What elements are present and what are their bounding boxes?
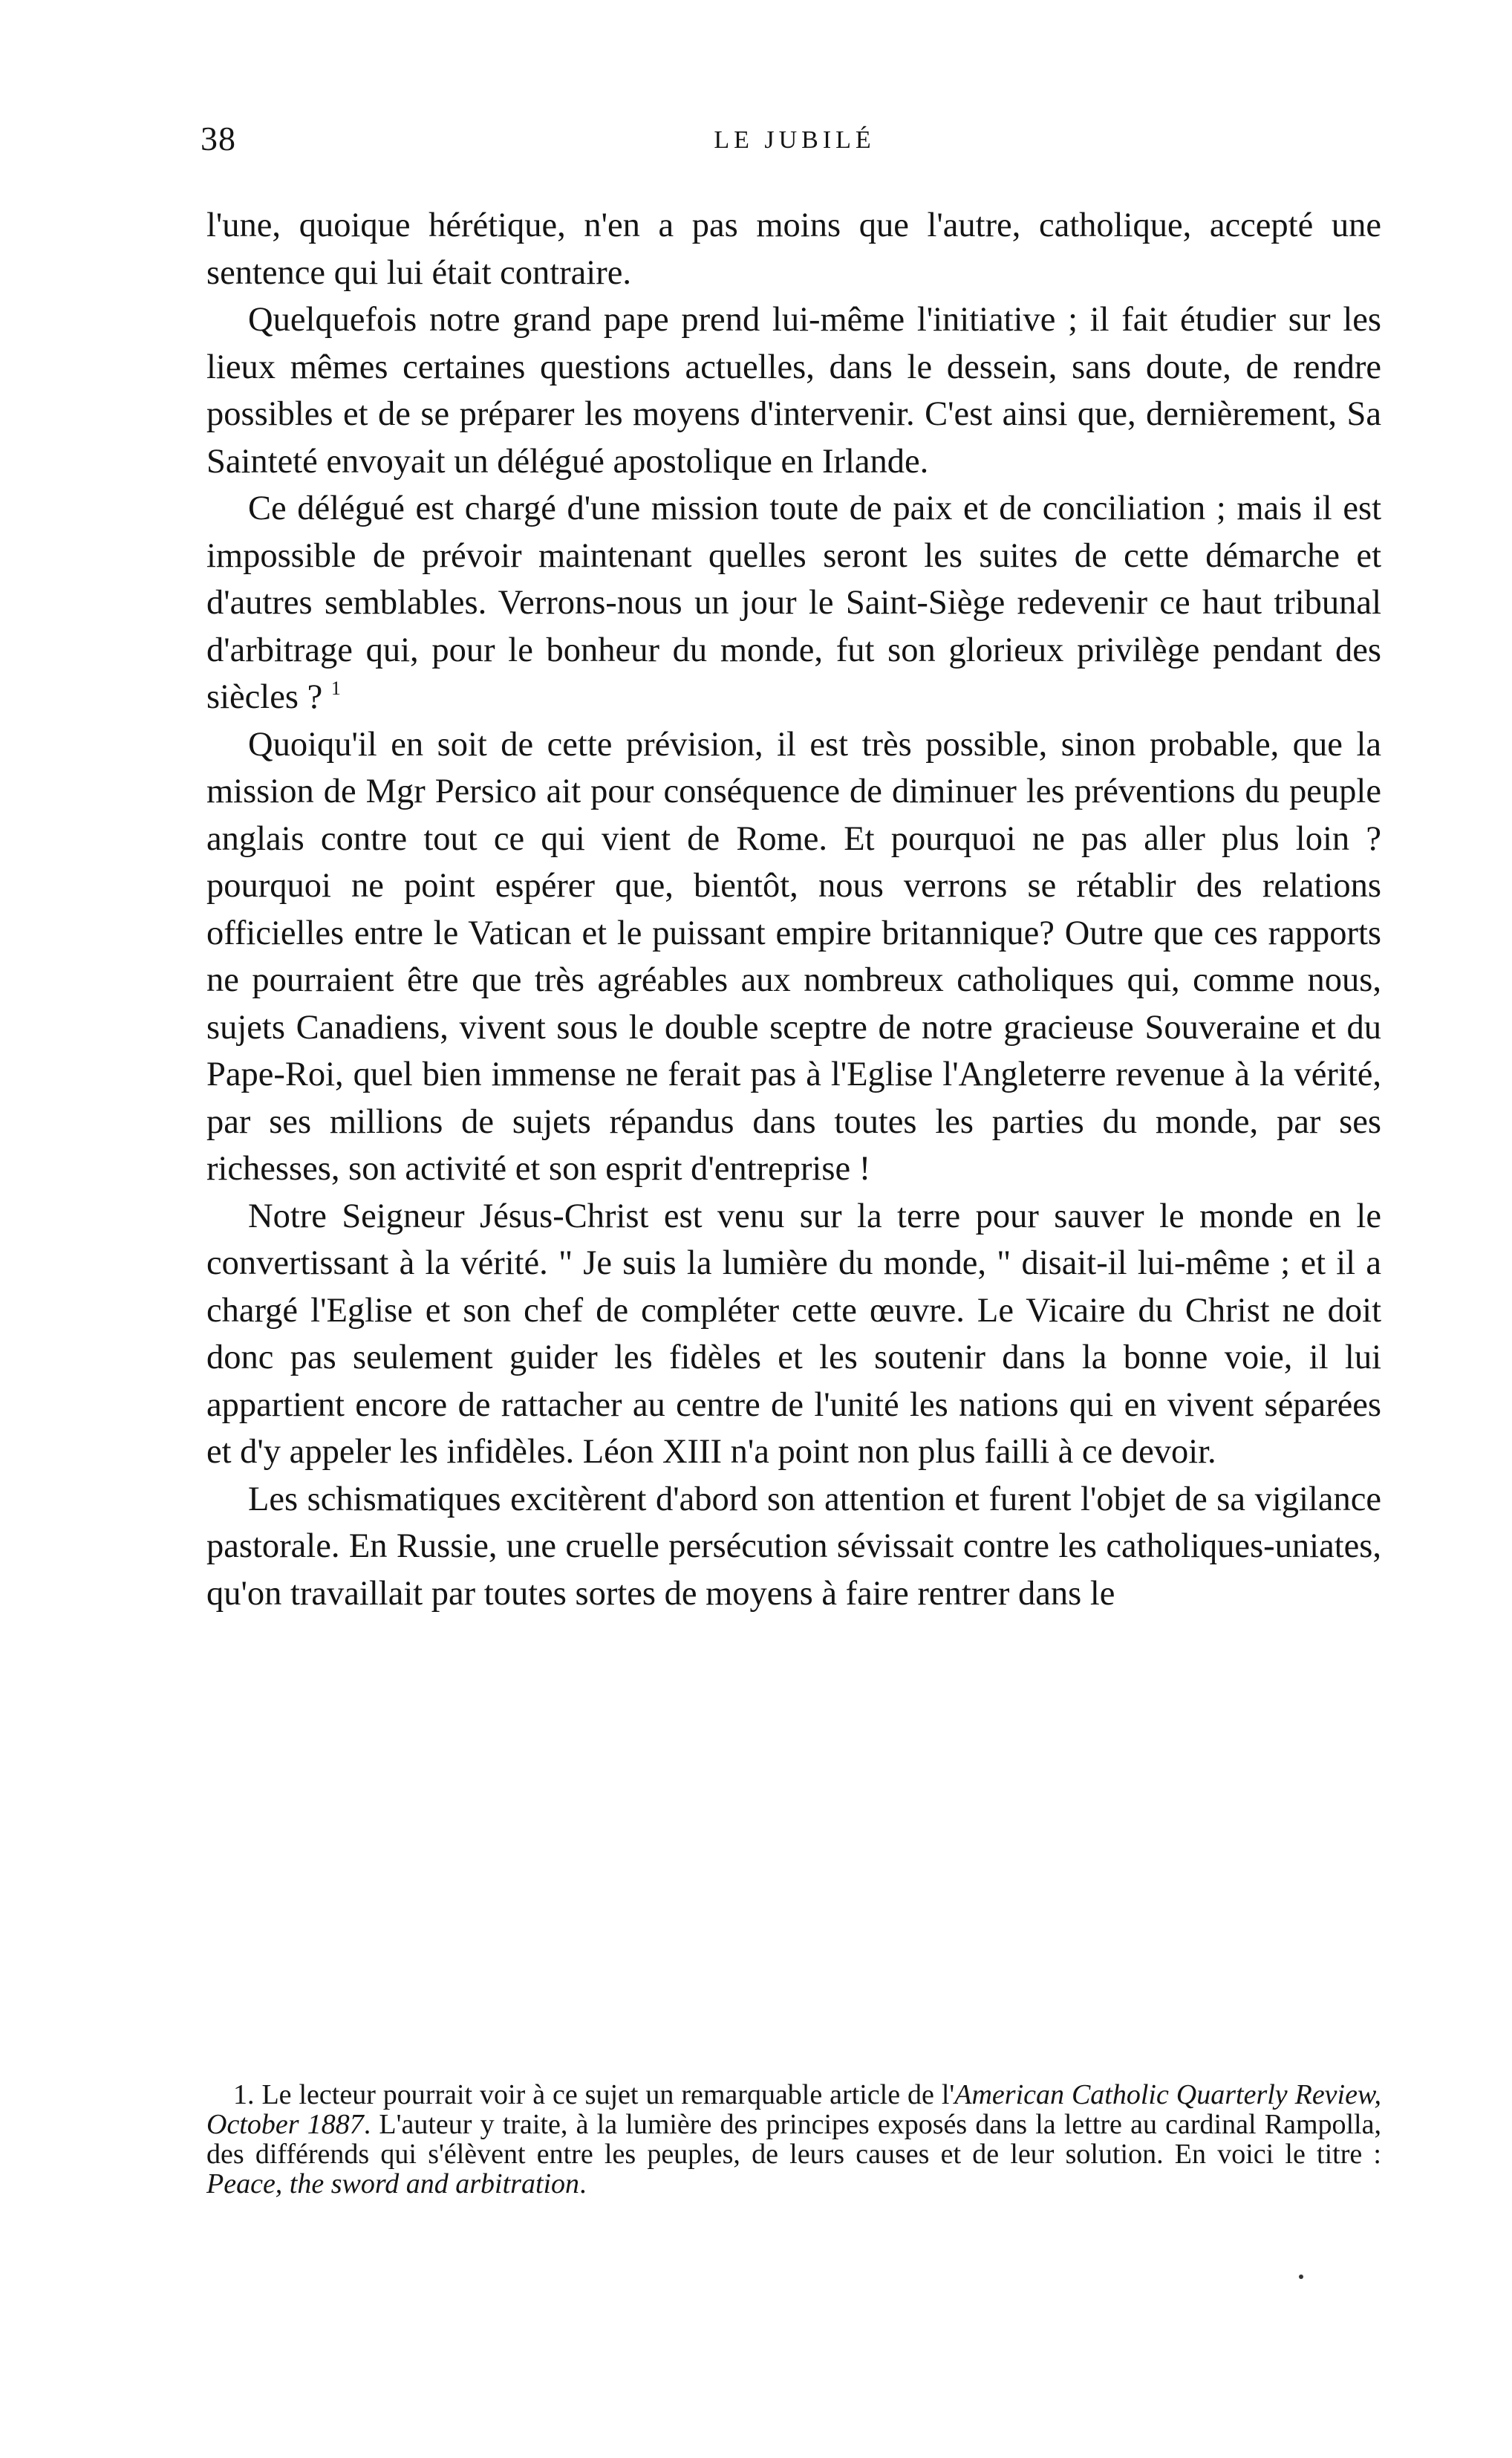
footnote-text-after: . L'auteur y traite, à la lumière des principes exposés dans la lettre au cardinal Rampolla, des différends qui s'élèvent entre les peuples, de leurs causes et de leur solution. En voici le titre :	[206, 2109, 1381, 2170]
paragraph-1: l'une, quoique hérétique, n'en a pas moins que l'autre, catholique, accepté une sentence qui lui était contraire.	[206, 207, 1381, 292]
footnote-number: 1.	[233, 2079, 255, 2110]
footnote-text-before: Le lecteur pourrait voir à ce sujet un remarquable article de l'	[261, 2079, 955, 2110]
ink-speck	[1299, 2275, 1303, 2279]
paragraph-4: Quoiqu'il en soit de cette prévision, il est très possible, sinon probable, que la mission de Mgr Persico ait pour conséquence de diminuer les préventions du peuple anglais contre tout ce qui vient de Rome. Et pourquoi ne pas aller plus loin ? pourquoi ne point espérer que, bientôt, nous verrons se rétablir des relations officielles entre le Vatican et le puissant empire britannique? Outre que ces rapports ne pourraient être que très agréables aux nombreux catholiques qui, comme nous, sujets Canadiens, vivent sous le double sceptre de notre gracieuse Souveraine et du Pape-Roi, quel bien immense ne ferait pas à l'Eglise l'Angleterre revenue à la vérité, par ses millions de sujets répandus dans toutes les parties du monde, par ses richesses, son activité et son esprit d'entreprise !	[206, 725, 1381, 1188]
running-title: LE JUBILÉ	[714, 126, 876, 154]
footnote-reference: 1	[330, 677, 341, 699]
paragraph-6: Les schismatiques excitèrent d'abord son attention et furent l'objet de sa vigilance pastorale. En Russie, une cruelle persécution sévissait contre les catholiques-uniates, qu'on travaillait par toutes sortes de moyens à faire rentrer dans le	[206, 1480, 1381, 1613]
paragraph-3	[206, 485, 1381, 721]
running-head	[201, 119, 1389, 171]
footnote-article-title: Peace, the sword and arbitration	[206, 2168, 580, 2199]
footnote-end: .	[579, 2168, 587, 2199]
footnote-journal-title: American Catholic Quarterly Review, October 1887	[206, 2079, 1381, 2140]
page-number: 38	[201, 120, 236, 157]
paragraph-3-text: Ce délégué est chargé d'une mission toute de paix et de conciliation ; mais il est impossible de prévoir maintenant quelles seront les suites de cette démarche et d'autres semblables. Verrons-nous un jour le Saint-Siège redevenir ce haut tribunal d'arbitrage qui, pour le bonheur du monde, fut son glorieux privilège pendant des siècles ?	[206, 490, 1381, 716]
footnote-paragraph	[206, 2080, 1381, 2199]
footnote	[206, 2080, 1381, 2199]
paragraph-5: Notre Seigneur Jésus-Christ est venu sur la terre pour sauver le monde en le convertissant à la vérité. " Je suis la lumière du monde, " disait-il lui-même ; et il a chargé l'Eglise et son chef de compléter cette œuvre. Le Vicaire du Christ ne doit donc pas seulement guider les fidèles et les soutenir dans la bonne voie, il lui appartient encore de rattacher au centre de l'unité les nations qui en vivent séparées et d'y appeler les infidèles. Léon XIII n'a point non plus failli à ce devoir.	[206, 1197, 1381, 1471]
paragraph-2: Quelquefois notre grand pape prend lui-même l'initiative ; il fait étudier sur les lieux mêmes certaines questions actuelles, dans le dessein, sans doute, de rendre possibles et de se préparer les moyens d'intervenir. C'est ainsi que, dernièrement, Sa Sainteté envoyait un délégué apostolique en Irlande.	[206, 301, 1381, 481]
body-text	[206, 202, 1381, 1617]
